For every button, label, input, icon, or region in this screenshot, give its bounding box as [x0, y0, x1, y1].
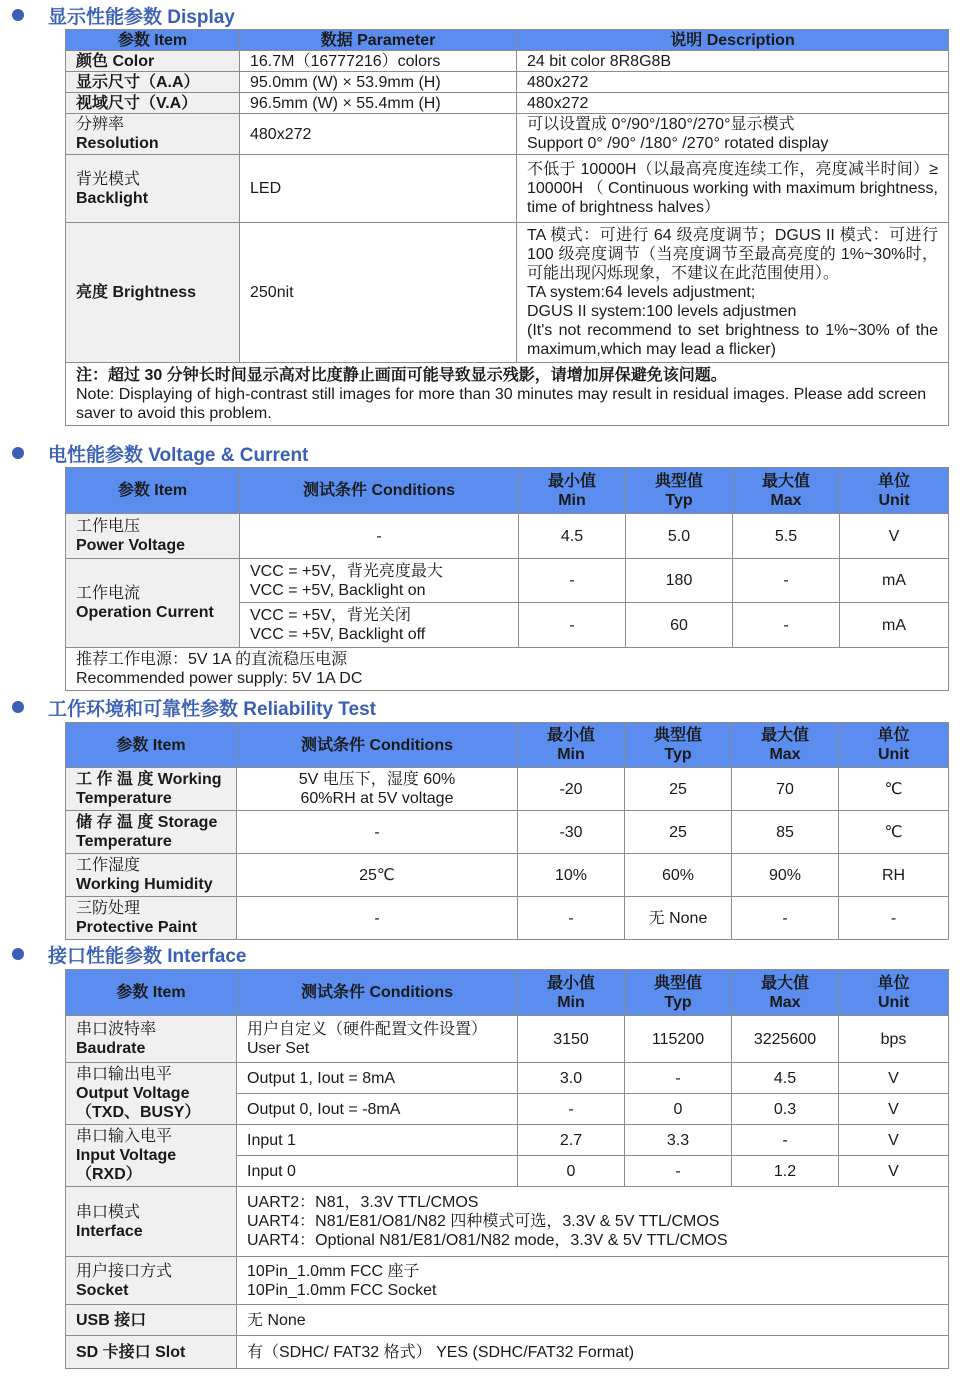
voltage-table	[65, 467, 949, 691]
row-label	[66, 155, 240, 223]
header-max-zh: 最大值	[760, 727, 809, 744]
header-max	[733, 468, 840, 514]
table-row	[66, 811, 949, 854]
cell-typ: 25	[625, 811, 732, 854]
cell-max: 0.3	[732, 1094, 839, 1125]
cell-cond: Input 0	[237, 1156, 518, 1187]
cell-desc: 480x272	[517, 72, 949, 93]
cell-param: 250nit	[240, 223, 517, 363]
row-label	[66, 811, 237, 854]
header-unit-en: Unit	[877, 746, 910, 763]
header-max	[732, 723, 839, 768]
row-label	[66, 114, 240, 155]
cell-typ: -	[625, 1156, 732, 1187]
cell-unit: ℃	[839, 811, 949, 854]
cell-min: 10%	[518, 854, 625, 897]
header-min	[519, 468, 626, 514]
cell-value: 无 None	[237, 1305, 949, 1336]
header-item: 参数 Item	[66, 30, 240, 51]
section-title-text: 显示性能参数 Display	[48, 6, 235, 28]
bullet-icon	[12, 447, 24, 459]
cell-cond: Output 0, Iout = -8mA	[237, 1094, 518, 1125]
row-label-en: Temperature	[76, 790, 172, 807]
header-unit	[840, 468, 949, 514]
cell-cond	[237, 1016, 518, 1063]
cell-cond: Input 1	[237, 1125, 518, 1156]
row-label-en: Working Humidity	[76, 876, 213, 893]
header-unit	[839, 723, 949, 768]
bullet-icon	[12, 948, 24, 960]
header-min-en: Min	[557, 746, 585, 763]
row-label-en: Interface	[76, 1222, 143, 1240]
header-typ-zh: 典型值	[653, 727, 702, 744]
header-max-en: Max	[770, 491, 802, 509]
header-unit-en: Unit	[878, 491, 910, 509]
row-label-en: Baudrate	[76, 1040, 146, 1057]
header-max-en: Max	[769, 746, 801, 763]
row-label-zh: 工作电压	[76, 518, 141, 535]
cell-desc	[517, 114, 949, 155]
row-label	[66, 559, 240, 648]
row-label	[66, 897, 237, 940]
header-max-zh: 最大值	[761, 472, 810, 490]
row-label-sub: （TXD、BUSY）	[76, 1104, 201, 1121]
cell-unit: -	[839, 897, 949, 940]
note-row	[66, 648, 949, 691]
note-zh: 推荐工作电源：5V 1A 的直流稳压电源	[76, 651, 348, 668]
table-row	[66, 223, 949, 363]
header-min	[518, 723, 625, 768]
cell-max: 3225600	[732, 1016, 839, 1063]
header-typ	[626, 468, 733, 514]
cell-cond: Output 1, Iout = 8mA	[237, 1063, 518, 1094]
table-row	[66, 72, 949, 93]
table-row	[66, 114, 949, 155]
note-zh: 注：超过 30 分钟长时间显示高对比度静止画面可能导致显示残影，请增加屏保避免该问题。	[76, 366, 727, 384]
value-line: UART4：N81/E81/O81/N82 四种模式可选，3.3V & 5V TTL/CMOS	[247, 1213, 720, 1230]
header-typ	[625, 723, 732, 768]
desc-line: 可以设置成 0°/90°/180°/270°显示模式	[527, 116, 795, 133]
value-line: 10Pin_1.0mm FCC 座子	[247, 1262, 420, 1280]
header-min-zh: 最小值	[546, 974, 595, 992]
row-label-zh: 工作电流	[76, 585, 141, 602]
table-row	[66, 155, 949, 223]
note-en: Note: Displaying of high-contrast still images for more than 30 minutes may result in residual images. Please add screen saver to avoid this problem.	[76, 385, 927, 422]
row-label-zh: 用户接口方式	[76, 1262, 173, 1280]
row-label-zh: 工作湿度	[76, 857, 141, 874]
section-title-text: 工作环境和可靠性参数 Reliability Test	[48, 698, 376, 720]
row-label	[66, 1063, 237, 1125]
row-label	[66, 1125, 237, 1187]
cell-max: 4.5	[732, 1063, 839, 1094]
header-min-zh: 最小值	[546, 727, 595, 744]
cell-unit: V	[839, 1125, 949, 1156]
table-row	[66, 93, 949, 114]
header-min-en: Min	[557, 993, 585, 1011]
reliability-table	[65, 722, 949, 940]
cell-cond: 25℃	[237, 854, 518, 897]
cell-desc	[517, 223, 949, 363]
row-label	[66, 514, 240, 559]
header-max	[732, 970, 839, 1016]
cell-unit: V	[839, 1063, 949, 1094]
interface-table	[65, 969, 949, 1369]
cell-unit: mA	[840, 603, 949, 648]
header-unit	[839, 970, 949, 1016]
table-header-row	[66, 468, 949, 514]
cell-typ: 5.0	[626, 514, 733, 559]
row-label-zh: 分辨率	[76, 116, 125, 133]
cell-cond	[240, 603, 519, 648]
cell-value	[237, 1187, 949, 1257]
table-row	[66, 1063, 949, 1094]
cell-cond: -	[240, 514, 519, 559]
desc-line: DGUS II system:100 levels adjustmen	[527, 303, 797, 320]
cell-param: 16.7M（16777216）colors	[240, 51, 517, 72]
row-label	[66, 1187, 237, 1257]
table-row	[66, 1125, 949, 1156]
header-min-en: Min	[558, 491, 586, 509]
cell-max: -	[733, 603, 840, 648]
cell-value	[237, 1257, 949, 1305]
cell-max: 5.5	[733, 514, 840, 559]
cell-desc: 不低于 10000H（以最高亮度连续工作，亮度减半时间）≥ 10000H （ Continuous working with maximum brightness, time of brightness halves）	[517, 155, 949, 223]
header-typ-zh: 典型值	[654, 472, 703, 490]
table-row	[66, 559, 949, 603]
row-label: 亮度 Brightness	[66, 223, 240, 363]
cell-unit: RH	[839, 854, 949, 897]
cond-zh: VCC = +5V，背光关闭	[250, 607, 411, 624]
table-header-row	[66, 970, 949, 1016]
cell-unit: ℃	[839, 768, 949, 811]
cell-min: -	[518, 897, 625, 940]
note-en: Recommended power supply: 5V 1A DC	[76, 670, 363, 687]
table-row	[66, 514, 949, 559]
value-line: UART4：Optional N81/E81/O81/N82 mode，3.3V & 5V TTL/CMOS	[247, 1232, 728, 1249]
cell-typ: 3.3	[625, 1125, 732, 1156]
desc-line: TA system:64 levels adjustment;	[527, 284, 756, 301]
table-row	[66, 1257, 949, 1305]
cell-desc: 480x272	[517, 93, 949, 114]
cond-line: 60%RH at 5V voltage	[300, 790, 454, 807]
table-header-row	[66, 30, 949, 51]
row-label-en: Resolution	[76, 135, 159, 152]
cell-max: 1.2	[732, 1156, 839, 1187]
cell-param: 480x272	[240, 114, 517, 155]
cell-min: -	[519, 603, 626, 648]
row-label-en: Output Voltage	[76, 1085, 190, 1102]
desc-line: TA 模式：可进行 64 级亮度调节；DGUS II 模式：可进行 100 级亮度调节（当亮度调节至最高亮度的 1%~30%时，可能出现闪烁现象，不建议在此范围使用）。	[527, 227, 938, 282]
row-label-zh: 串口输出电平	[76, 1066, 173, 1083]
row-label: 颜色 Color	[66, 51, 240, 72]
header-typ-zh: 典型值	[653, 974, 702, 992]
header-parameter: 数据 Parameter	[240, 30, 517, 51]
cell-typ: -	[625, 1063, 732, 1094]
cell-desc: 24 bit color 8R8G8B	[517, 51, 949, 72]
row-label-en: Protective Paint	[76, 919, 197, 936]
header-unit-zh: 单位	[877, 472, 910, 490]
cell-unit: V	[839, 1094, 949, 1125]
header-item: 参数 Item	[66, 970, 237, 1016]
header-max-zh: 最大值	[760, 974, 809, 992]
cell-max: 90%	[732, 854, 839, 897]
section-title-reliability	[12, 695, 376, 719]
bullet-icon	[12, 9, 24, 21]
note-row	[66, 363, 949, 426]
row-label-sub: （RXD）	[76, 1166, 142, 1183]
cell-min: 3.0	[518, 1063, 625, 1094]
row-label-zh: 串口输入电平	[76, 1128, 173, 1145]
desc-line: (It's not recommend to set brightness to 1%~30% of the maximum,which may lead a flicker)	[527, 322, 938, 358]
row-label-zh: 背光模式	[76, 170, 141, 188]
cond-en: VCC = +5V, Backlight on	[250, 581, 426, 599]
cell-min: -20	[518, 768, 625, 811]
value-line: 10Pin_1.0mm FCC Socket	[247, 1281, 437, 1299]
row-label: SD 卡接口 Slot	[66, 1336, 237, 1369]
table-row	[66, 51, 949, 72]
cell-cond	[237, 768, 518, 811]
header-typ-en: Typ	[664, 993, 692, 1011]
row-label-en: Socket	[76, 1281, 129, 1299]
table-row	[66, 1016, 949, 1063]
table-header-row	[66, 723, 949, 768]
header-typ	[625, 970, 732, 1016]
cond-line: User Set	[247, 1040, 310, 1057]
cell-typ: 180	[626, 559, 733, 603]
cell-param: LED	[240, 155, 517, 223]
row-label-en: Power Voltage	[76, 537, 186, 554]
cell-unit: mA	[840, 559, 949, 603]
row-label-en: Input Voltage	[76, 1147, 177, 1164]
row-label-zh: 储 存 温 度 Storage	[76, 814, 218, 831]
cell-min: 3150	[518, 1016, 625, 1063]
cell-typ: 60	[626, 603, 733, 648]
section-title-text: 电性能参数 Voltage & Current	[48, 444, 309, 466]
header-min-zh: 最小值	[547, 472, 596, 490]
cell-unit: bps	[839, 1016, 949, 1063]
desc-line: Support 0° /90° /180° /270° rotated display	[527, 135, 829, 152]
header-typ-en: Typ	[664, 746, 692, 763]
table-row	[66, 1336, 949, 1369]
table-row	[66, 854, 949, 897]
cell-typ: 0	[625, 1094, 732, 1125]
cell-typ: 25	[625, 768, 732, 811]
row-label	[66, 1016, 237, 1063]
header-max-en: Max	[769, 993, 801, 1011]
header-typ-en: Typ	[665, 491, 693, 509]
cell-min: -30	[518, 811, 625, 854]
cond-line: 5V 电压下，湿度 60%	[298, 771, 456, 788]
cell-max: 70	[732, 768, 839, 811]
row-label: 视域尺寸（V.A）	[66, 93, 240, 114]
row-label-zh: 串口模式	[76, 1203, 141, 1221]
cell-min: 2.7	[518, 1125, 625, 1156]
cell-param: 95.0mm (W) × 53.9mm (H)	[240, 72, 517, 93]
cell-value: 有（SDHC/ FAT32 格式） YES (SDHC/FAT32 Format)	[237, 1336, 949, 1369]
cell-unit: V	[840, 514, 949, 559]
header-conditions: 测试条件 Conditions	[237, 970, 518, 1016]
cond-en: VCC = +5V, Backlight off	[250, 626, 426, 643]
table-row	[66, 1305, 949, 1336]
table-row	[66, 1187, 949, 1257]
section-title-display	[12, 3, 235, 27]
header-item: 参数 Item	[66, 723, 237, 768]
cell-cond: -	[237, 897, 518, 940]
table-row	[66, 768, 949, 811]
row-label: USB 接口	[66, 1305, 237, 1336]
display-table	[65, 29, 949, 426]
row-label	[66, 768, 237, 811]
row-label	[66, 1257, 237, 1305]
cell-max: 85	[732, 811, 839, 854]
row-label-en: Operation Current	[76, 604, 214, 621]
cell-typ: 115200	[625, 1016, 732, 1063]
cond-line: 用户自定义（硬件配置文件设置）	[247, 1021, 488, 1038]
cell-unit: V	[839, 1156, 949, 1187]
cell-max: -	[732, 897, 839, 940]
cell-min: 0	[518, 1156, 625, 1187]
cell-param: 96.5mm (W) × 55.4mm (H)	[240, 93, 517, 114]
header-unit-en: Unit	[877, 993, 910, 1011]
cell-max: -	[732, 1125, 839, 1156]
row-label-zh: 串口波特率	[76, 1021, 157, 1038]
header-conditions: 测试条件 Conditions	[240, 468, 519, 514]
cond-zh: VCC = +5V，背光亮度最大	[250, 562, 443, 580]
table-row	[66, 897, 949, 940]
cell-min: -	[519, 559, 626, 603]
bullet-icon	[12, 701, 24, 713]
row-label-zh: 三防处理	[76, 900, 141, 917]
note-cell	[66, 363, 949, 426]
note-cell	[66, 648, 949, 691]
row-label	[66, 854, 237, 897]
header-item: 参数 Item	[66, 468, 240, 514]
cell-cond: -	[237, 811, 518, 854]
row-label-en: Temperature	[76, 833, 172, 850]
header-description: 说明 Description	[517, 30, 949, 51]
section-title-interface	[12, 942, 246, 966]
header-conditions: 测试条件 Conditions	[237, 723, 518, 768]
cell-typ: 60%	[625, 854, 732, 897]
cell-min: 4.5	[519, 514, 626, 559]
value-line: UART2：N81，3.3V TTL/CMOS	[247, 1194, 479, 1211]
row-label-zh: 工 作 温 度 Working	[76, 771, 222, 788]
section-title-voltage	[12, 441, 308, 465]
header-min	[518, 970, 625, 1016]
row-label-en: Backlight	[76, 189, 149, 207]
header-unit-zh: 单位	[877, 974, 910, 992]
cell-min: -	[518, 1094, 625, 1125]
header-unit-zh: 单位	[877, 727, 910, 744]
cell-typ: 无 None	[625, 897, 732, 940]
cell-cond	[240, 559, 519, 603]
section-title-text: 接口性能参数 Interface	[48, 945, 247, 967]
row-label: 显示尺寸（A.A）	[66, 72, 240, 93]
cell-max: -	[733, 559, 840, 603]
